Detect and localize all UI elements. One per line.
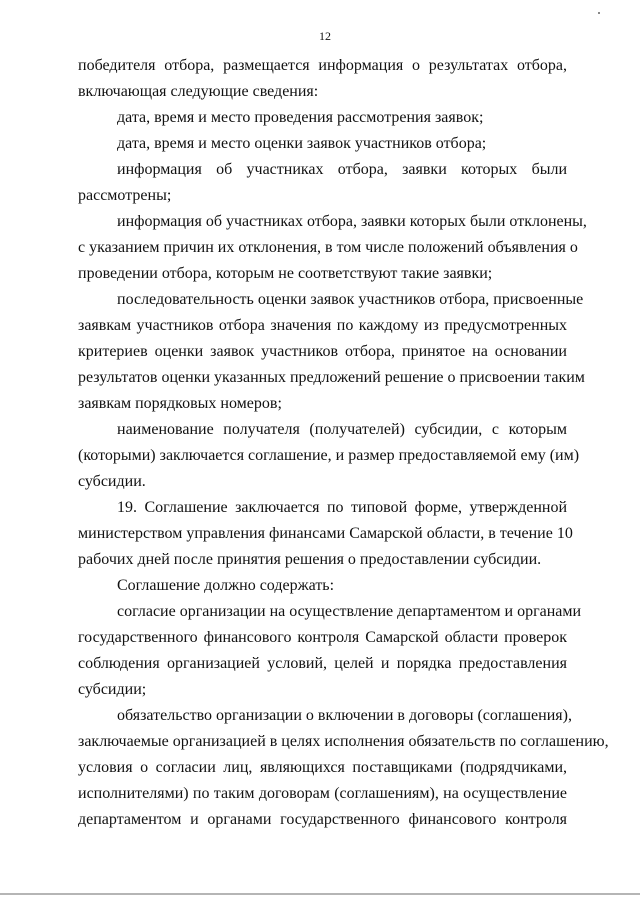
text-line: исполнителями) по таким договорам (соглашениям), на осуществление (78, 785, 567, 802)
text-line: заявкам участников отбора значения по каждому из предусмотренных (78, 317, 567, 334)
text-line: (которыми) заключается соглашение, и размер предоставляемой ему (им) (78, 447, 580, 464)
text-line: дата, время и место проведения рассмотрения заявок; (117, 109, 484, 126)
text-line: Соглашение должно содержать: (117, 577, 335, 594)
paragraph (78, 105, 567, 131)
text-line: согласие организации на осуществление департаментом и органами (117, 603, 582, 620)
scan-speck (598, 12, 600, 14)
scan-edge (0, 893, 640, 895)
text-line: победителя отбора, размещается информация о результатах отбора, (78, 57, 567, 74)
paragraph (78, 703, 609, 833)
text-line: министерством управления финансами Самарской области, в течение 10 (78, 525, 573, 542)
text-line: проведении отбора, которым не соответствуют такие заявки; (78, 265, 493, 282)
text-line: заявкам порядковых номеров; (78, 395, 282, 412)
text-line: результатов оценки указанных предложений решение о присвоении таким (78, 369, 585, 386)
text-line: заключаемые организацией в целях исполнения обязательств по соглашению, (78, 733, 609, 750)
text-line: субсидии. (78, 473, 146, 490)
text-line: критериев оценки заявок участников отбора, принятое на основании (78, 343, 567, 360)
text-line: условия о согласии лиц, являющихся поставщиками (подрядчиками, (78, 759, 567, 776)
text-line: 19. Соглашение заключается по типовой форме, утвержденной (117, 499, 567, 516)
text-line: департаментом и органами государственного финансового контроля (78, 811, 567, 828)
document-body (78, 53, 609, 833)
text-line: информация об участниках отбора, заявки которых были (117, 161, 567, 178)
text-line: информация об участниках отбора, заявки которых были отклонены, (117, 213, 587, 230)
paragraph (78, 573, 567, 599)
text-line: наименование получателя (получателей) субсидии, с которым (117, 421, 567, 438)
text-line: обязательство организации о включении в договоры (соглашения), (117, 707, 572, 724)
text-line: рассмотрены; (78, 187, 172, 204)
text-line: рабочих дней после принятия решения о предоставлении субсидии. (78, 551, 542, 568)
text-line: государственного финансового контроля Самарской области проверок (78, 629, 567, 646)
text-line: с указанием причин их отклонения, в том числе положений объявления о (78, 239, 578, 256)
text-line: субсидии; (78, 681, 147, 698)
paragraph (78, 131, 567, 157)
paragraph (78, 495, 573, 573)
page-number: 12 (319, 29, 331, 43)
text-line: соблюдения организацией условий, целей и порядка предоставления (78, 655, 567, 672)
text-line: последовательность оценки заявок участников отбора, присвоенные (117, 291, 584, 308)
text-line: включающая следующие сведения: (78, 83, 319, 100)
paragraph (78, 157, 567, 209)
text-line: дата, время и место оценки заявок участников отбора; (117, 135, 487, 152)
paragraph (78, 287, 585, 417)
paragraph (78, 417, 580, 495)
paragraph (78, 53, 567, 105)
paragraph (78, 599, 582, 703)
paragraph (78, 209, 587, 287)
